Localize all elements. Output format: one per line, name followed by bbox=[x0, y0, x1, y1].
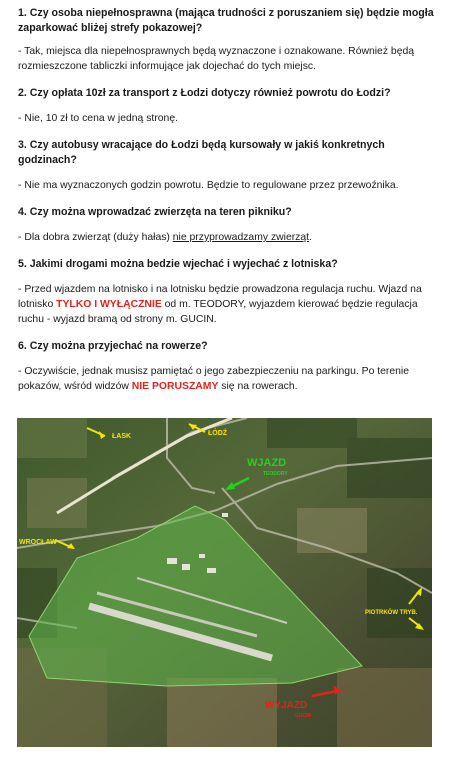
faq-answer-4 bbox=[18, 230, 438, 245]
faq-question-2: 2. Czy opłata 10zł za transport z Łodzi dotyczy również powrotu do Łodzi? bbox=[18, 87, 391, 99]
faq-answer-5 bbox=[18, 282, 438, 327]
faq-answer-6 bbox=[18, 364, 438, 394]
answer-6-highlight: NIE PORUSZAMY bbox=[131, 381, 219, 392]
airport-map bbox=[17, 418, 432, 747]
answer-4-end: . bbox=[309, 232, 312, 243]
faq-answer-2: - Nie, 10 zł to cena w jedną stronę. bbox=[18, 113, 178, 124]
faq-question-3: 3. Czy autobusy wracające do Łodzi będą kursowały w jakiś konkretnych godzinach? bbox=[18, 139, 385, 166]
label-gucin: GUCIN bbox=[295, 713, 312, 719]
label-lodz: ŁÓDŹ bbox=[208, 430, 228, 437]
label-wroclaw: WROCŁAW bbox=[19, 539, 57, 546]
answer-4-underlined: nie przyprowadzamy zwierząt bbox=[172, 232, 310, 243]
faq-question-4: 4. Czy można wprowadzać zwierzęta na teren pikniku? bbox=[18, 206, 292, 218]
label-teodory: TEODORY bbox=[263, 471, 288, 477]
label-wyjazd: WYJAZD bbox=[265, 700, 308, 711]
answer-6-end: się na rowerach. bbox=[218, 381, 298, 392]
faq-question-6: 6. Czy można przyjechać na rowerze? bbox=[18, 340, 208, 352]
faq-question-5: 5. Jakimi drogami można bedzie wjechać i wyjechać z lotniska? bbox=[18, 258, 338, 270]
faq-list bbox=[18, 6, 438, 394]
faq-question-1: 1. Czy osoba niepełnosprawna (mająca trudności z poruszaniem się) będzie mogła zaparkować bliżej strefy pokazowej? bbox=[18, 7, 434, 34]
faq-answer-1: - Tak, miejsca dla niepełnosprawnych będą wyznaczone i oznakowane. Również będą rozmieszczone tabliczki informujące jak dojechać do tych miejsc. bbox=[18, 46, 415, 72]
faq-answer-3: - Nie ma wyznaczonych godzin powrotu. Będzie to regulowane przez przewoźnika. bbox=[18, 180, 399, 191]
answer-5-highlight: TYLKO I WYŁĄCZNIE bbox=[56, 299, 162, 310]
label-piotrkow: PIOTRKÓW TRYB. bbox=[365, 610, 418, 616]
answer-5-text: - Przed wjazdem na lotnisko i na lotnisku będzie prowadzona regulacja ruchu. Wjazd na lotnisko bbox=[18, 284, 422, 310]
answer-5-end: od m. TEODORY, wyjazdem kierować będzie regulacja ruchu - wyjazd bramą od strony m. GUCIN. bbox=[18, 299, 418, 325]
label-lask: ŁASK bbox=[112, 433, 132, 440]
answer-6-text: - Oczywiście, jednak musisz pamiętać o jego zabezpieczeniu na parkingu. Po terenie pokazów, wśród widzów bbox=[18, 366, 410, 392]
label-wjazd: WJAZD bbox=[247, 457, 287, 469]
answer-4-text: - Dla dobra zwierząt (duży hałas) bbox=[18, 232, 173, 243]
